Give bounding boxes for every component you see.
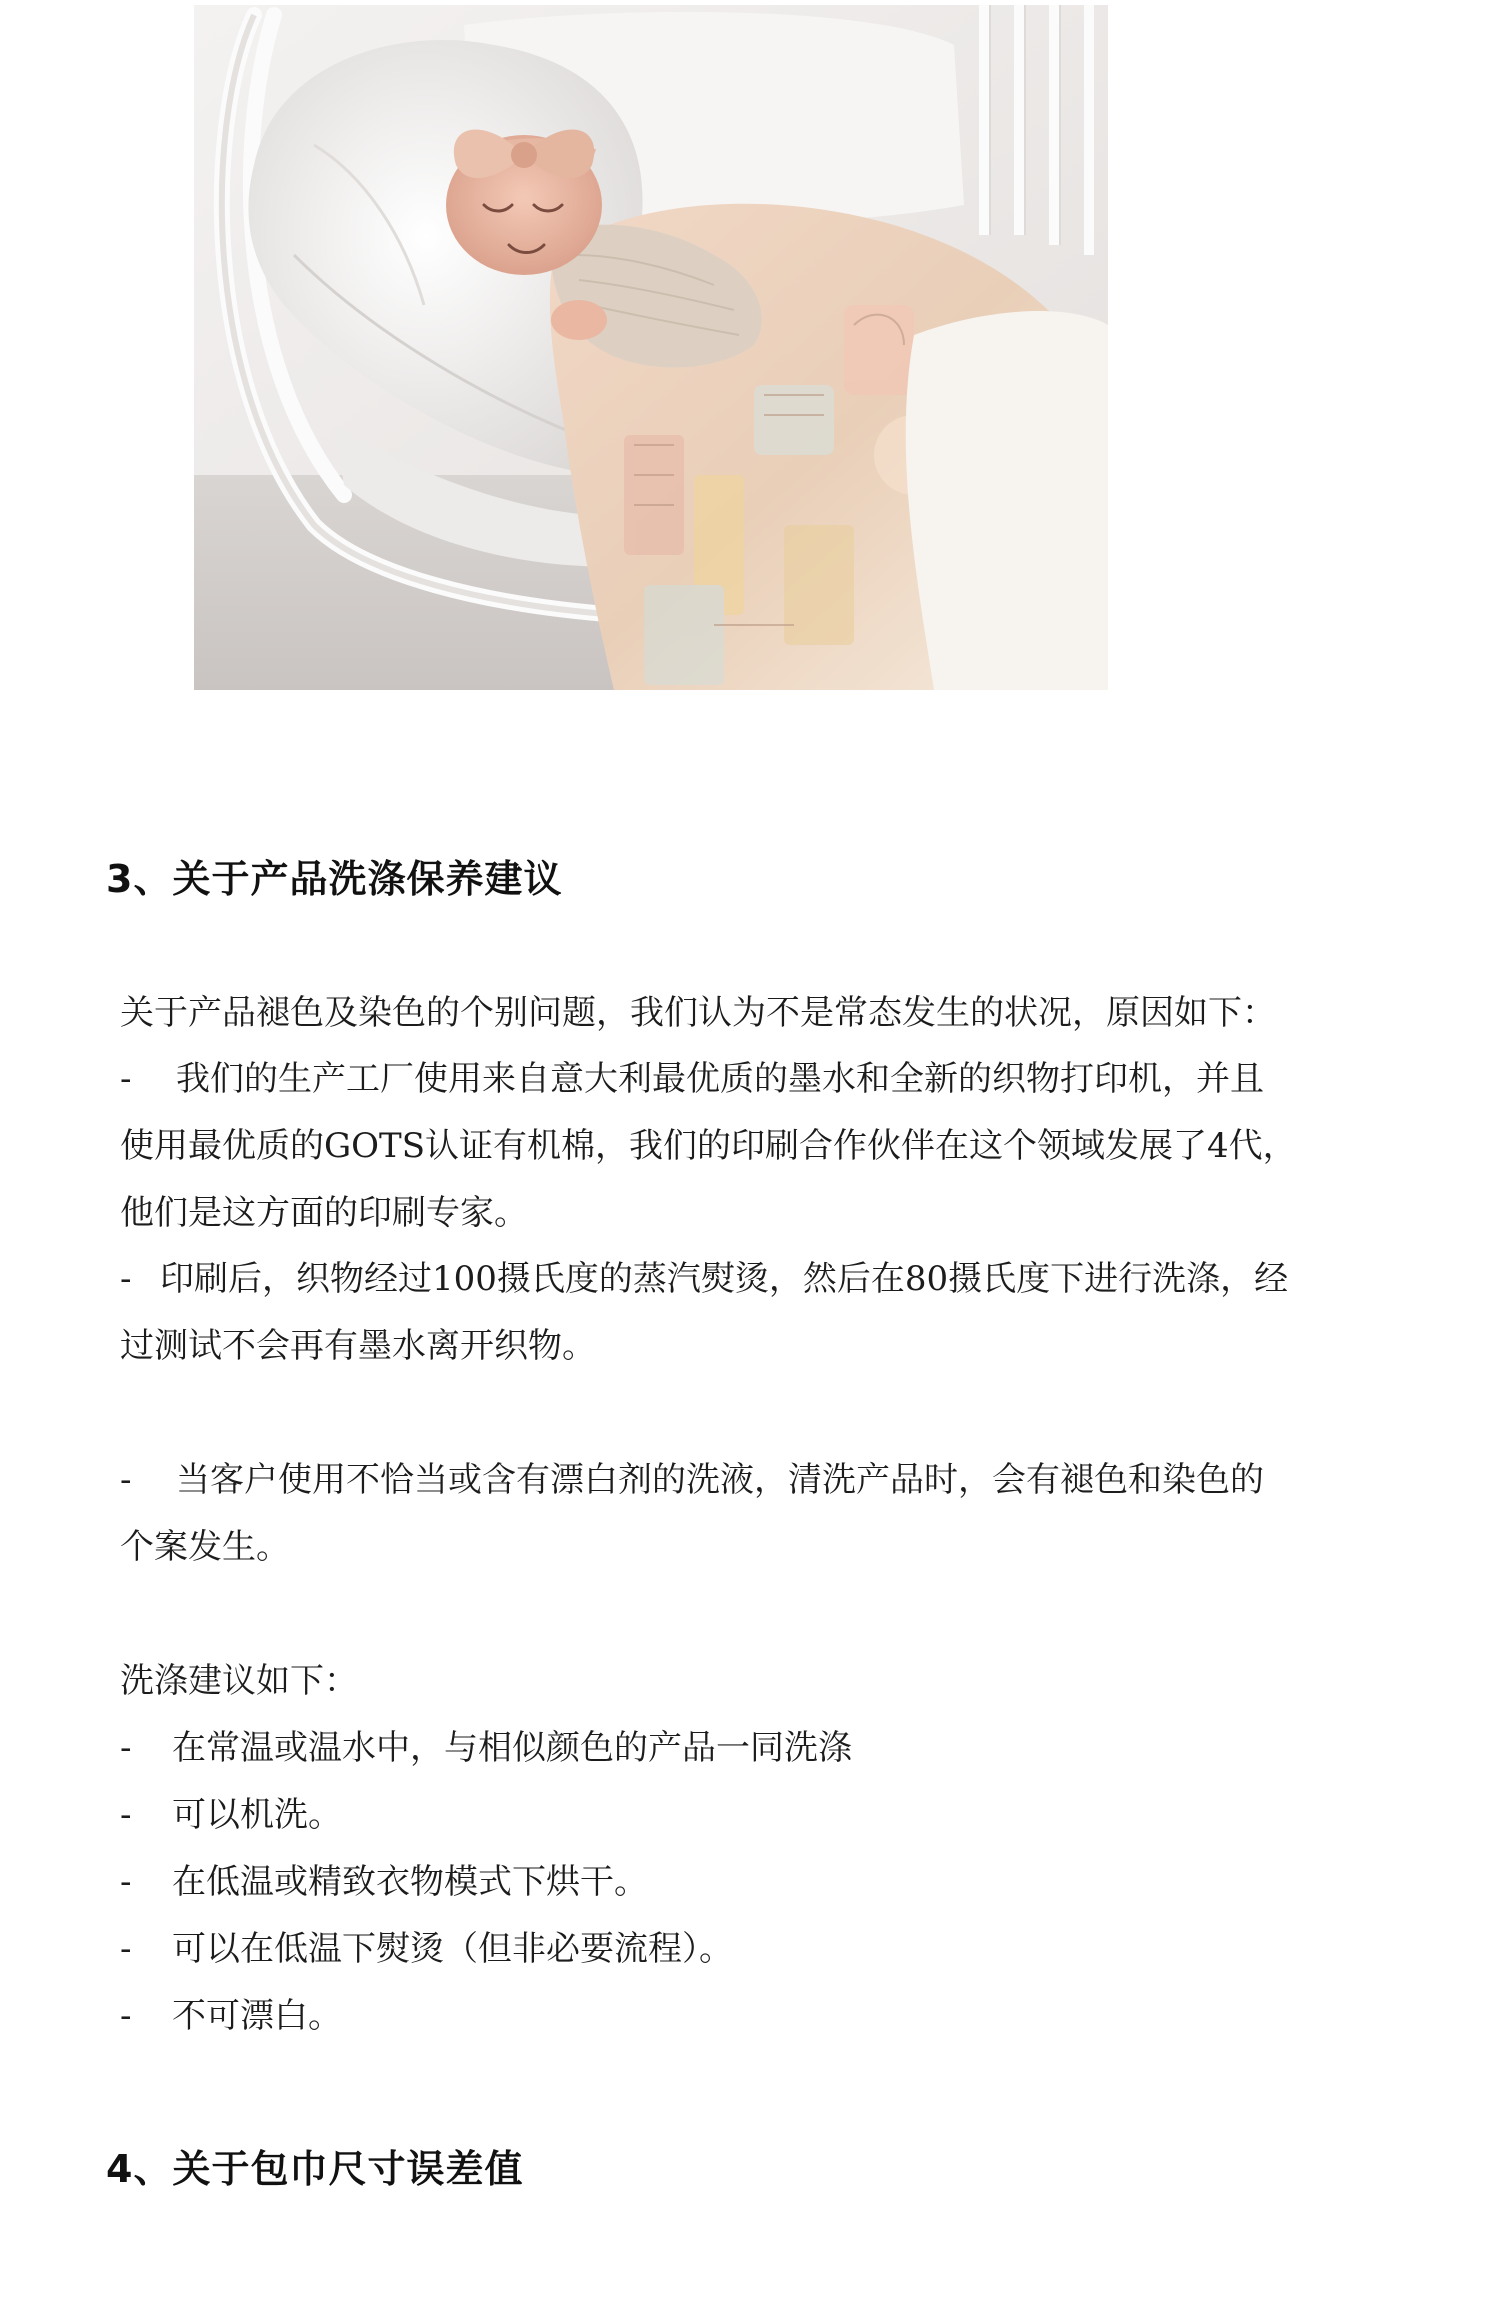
baby-in-hanging-chair-illustration <box>194 5 1108 690</box>
reason-3-line-2: 个案发生。 <box>120 1527 290 1567</box>
reason-1-line-2: 使用最优质的GOTS认证有机棉，我们的印刷合作伙伴在这个领域发展了4代， <box>120 1126 1297 1166</box>
intro-text: 关于产品褪色及染色的个别问题，我们认为不是常态发生的状况，原因如下： <box>120 993 1276 1033</box>
wash-item-text: 在低温或精致衣物模式下烘干。 <box>172 1862 648 1902</box>
wash-item <box>120 1793 342 1837</box>
wash-advice-title: 洗涤建议如下： <box>120 1661 358 1701</box>
wash-item <box>120 1726 852 1770</box>
reason-1-text: 我们的生产工厂使用来自意大利最优质的墨水和全新的织物打印机，并且 <box>176 1059 1264 1099</box>
dash-marker: - <box>120 1259 132 1299</box>
dash-marker: - <box>120 1795 132 1835</box>
wash-item-text: 可以在低温下熨烫（但非必要流程）。 <box>172 1929 733 1969</box>
section-heading-washing-care: 3、关于产品洗涤保养建议 <box>106 857 563 901</box>
dash-marker: - <box>120 1728 132 1768</box>
reason-2-text: 印刷后，织物经过100摄氏度的蒸汽熨烫，然后在80摄氏度下进行洗涤，经 <box>160 1259 1289 1299</box>
section-heading-swaddle-size-tolerance: 4、关于包巾尺寸误差值 <box>106 2147 524 2191</box>
dash-marker: - <box>120 1862 132 1902</box>
wash-item <box>120 1860 648 1904</box>
reason-1-line-3: 他们是这方面的印刷专家。 <box>120 1193 528 1233</box>
dash-marker: - <box>120 1929 132 1969</box>
wash-item-text: 在常温或温水中，与相似颜色的产品一同洗涤 <box>172 1728 852 1768</box>
dash-marker: - <box>120 1059 132 1099</box>
reason-2-line-1 <box>120 1257 1288 1301</box>
wash-item <box>120 1927 733 1971</box>
reason-1-line-1 <box>120 1057 1264 1101</box>
dash-marker: - <box>120 1996 132 2036</box>
product-photo <box>194 5 1108 690</box>
reason-2-line-2: 过测试不会再有墨水离开织物。 <box>120 1326 596 1366</box>
dash-marker: - <box>120 1460 132 1500</box>
reason-3-line-1 <box>120 1458 1264 1502</box>
wash-item-text: 不可漂白。 <box>172 1996 342 2036</box>
reason-3-text: 当客户使用不恰当或含有漂白剂的洗液，清洗产品时，会有褪色和染色的 <box>176 1460 1264 1500</box>
wash-item-text: 可以机洗。 <box>172 1795 342 1835</box>
wash-item <box>120 1994 342 2038</box>
